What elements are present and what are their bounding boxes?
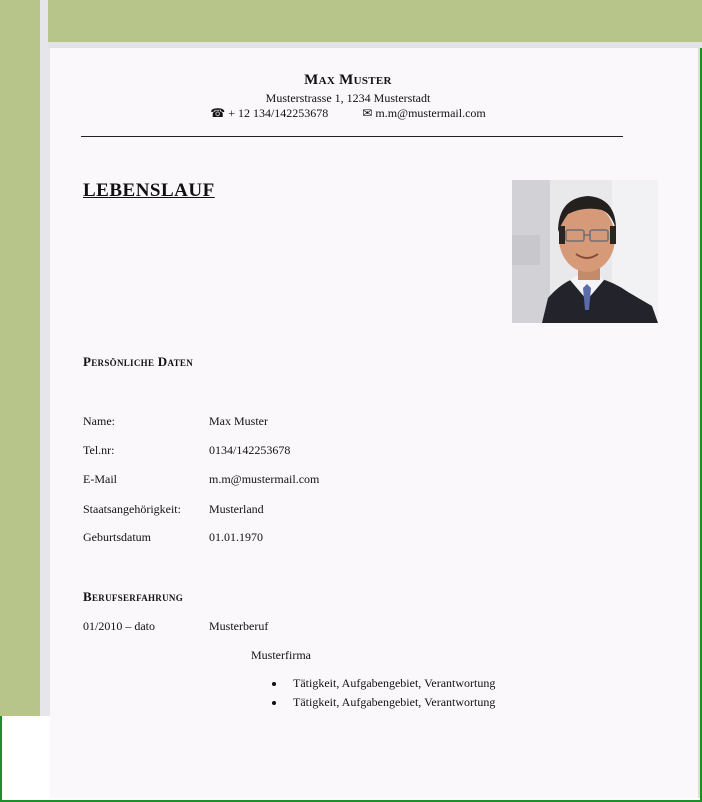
cv-title: LEBENSLAUF [83, 180, 215, 201]
personal-value: Musterland [209, 502, 264, 516]
header-email: m.m@mustermail.com [375, 106, 486, 120]
bullet-icon [272, 701, 276, 705]
personal-label: Name: [83, 414, 115, 428]
experience-task: Tätigkeit, Aufgabengebiet, Verantwortung [293, 676, 496, 690]
profile-photo [512, 180, 658, 323]
header-contact [50, 106, 646, 121]
left-shadow-strip [40, 0, 50, 716]
header-name: Max Muster [304, 72, 392, 88]
bullet-icon [272, 682, 276, 686]
left-decor-band [0, 0, 40, 716]
personal-value: 01.01.1970 [209, 530, 263, 544]
personal-value: 0134/142253678 [209, 443, 291, 457]
personal-value: Max Muster [209, 414, 268, 428]
experience-company: Musterfirma [251, 648, 311, 662]
personal-label: Geburtsdatum [83, 530, 151, 544]
header-address: Musterstrasse 1, 1234 Musterstadt [265, 91, 431, 105]
header-divider [81, 136, 623, 137]
personal-label: Tel.nr: [83, 443, 115, 457]
header-phone: + 12 134/142253678 [228, 106, 329, 120]
cv-page [50, 48, 698, 798]
top-decor-band [48, 0, 702, 42]
experience-position: Musterberuf [209, 619, 269, 633]
section-heading-personal: Persönliche Daten [83, 354, 194, 369]
experience-period: 01/2010 – dato [83, 619, 155, 633]
experience-task: Tätigkeit, Aufgabengebiet, Verantwortung [293, 695, 496, 709]
section-heading-experience: Berufserfahrung [83, 589, 184, 604]
personal-label: E-Mail [83, 472, 117, 486]
phone-icon: ☎ [210, 106, 226, 120]
lower-left-blank [2, 716, 48, 798]
personal-label: Staatsangehörigkeit: [83, 502, 181, 516]
personal-value: m.m@mustermail.com [209, 472, 320, 486]
envelope-icon: ✉ [362, 106, 373, 120]
